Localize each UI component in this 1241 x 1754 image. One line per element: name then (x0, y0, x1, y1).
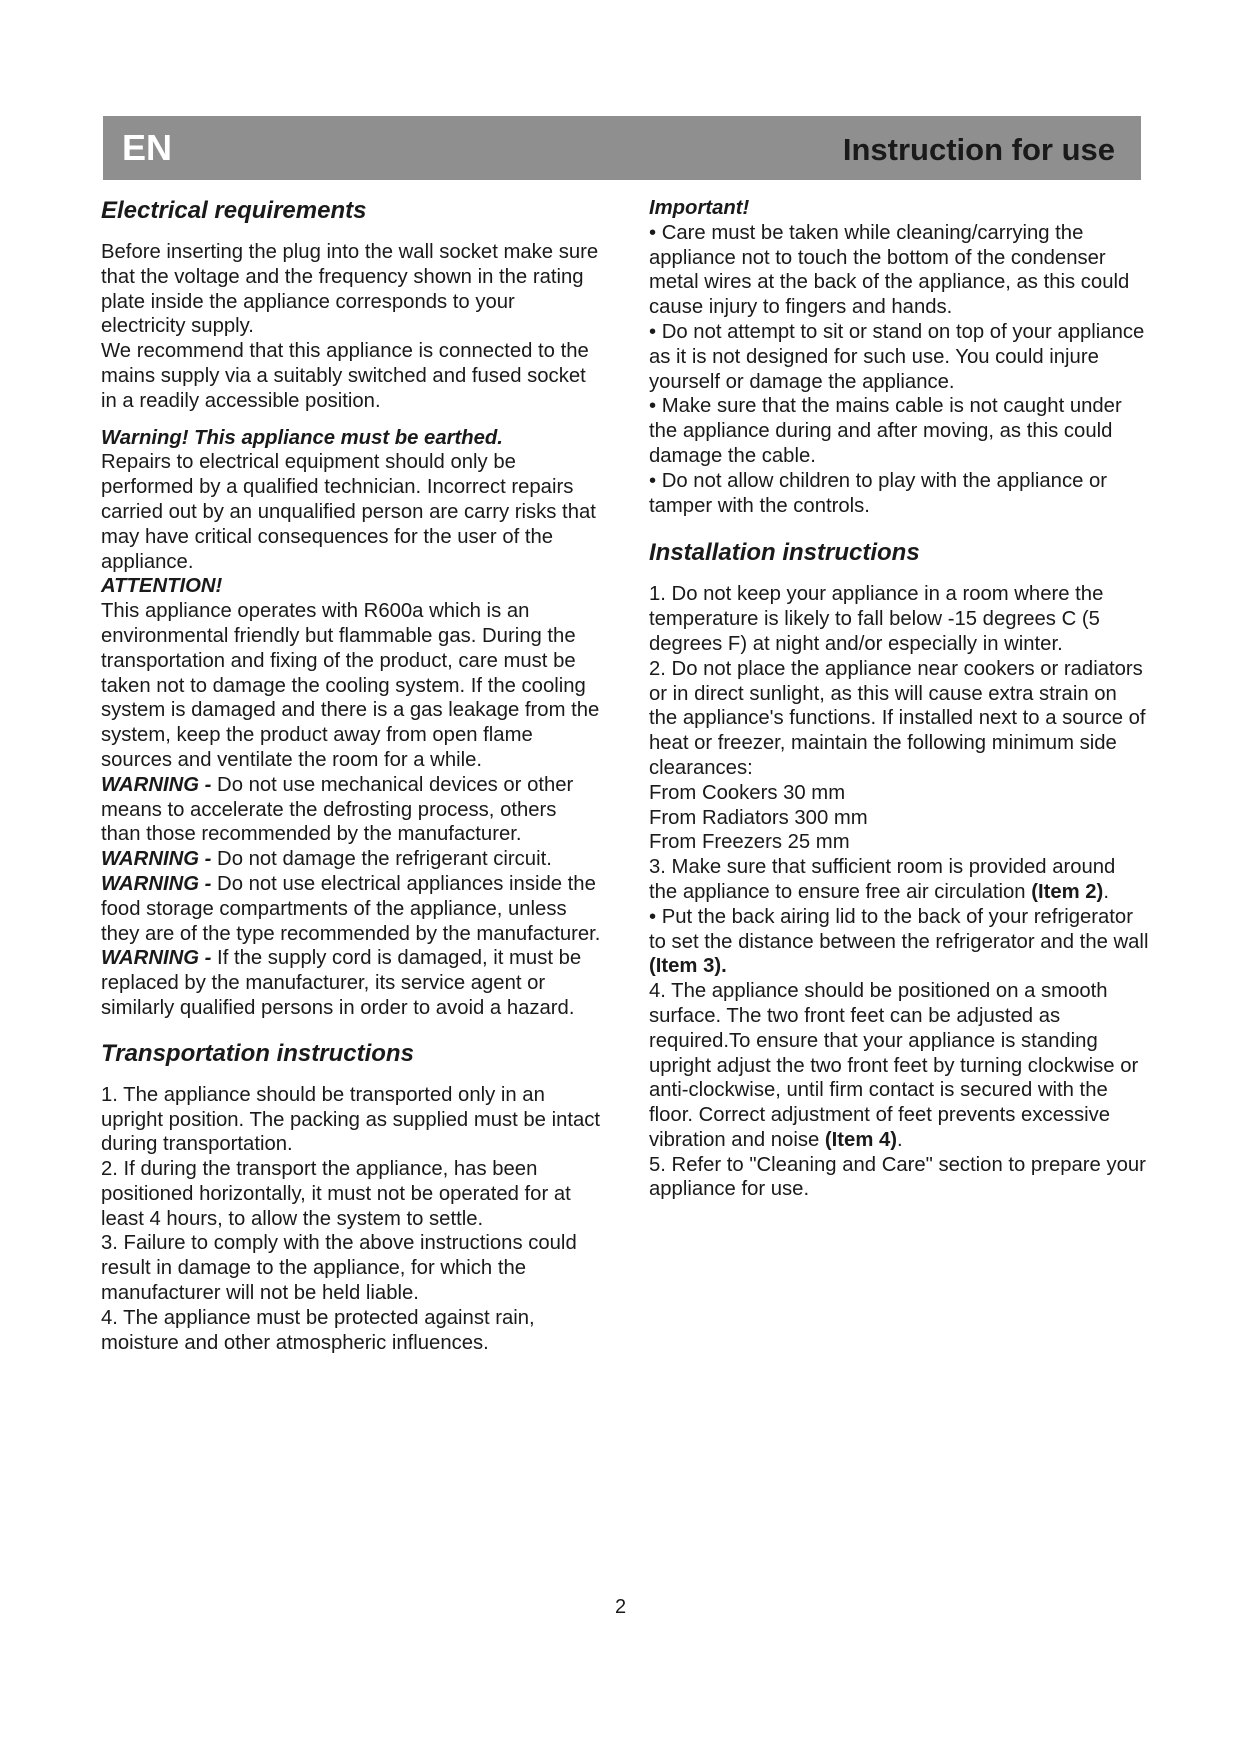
important-bullet-4: • Do not allow children to play with the appliance or tamper with the controls. (649, 469, 1108, 517)
language-code: EN (122, 127, 173, 168)
installation-item-4-end: . (897, 1128, 903, 1151)
clearance-radiators: From Radiators 300 mm (649, 806, 868, 829)
transportation-item-3: 3. Failure to comply with the above instructions could result in damage to the appliance, for which the manufacturer will not be held liable. (101, 1232, 577, 1305)
warning-paragraph-1 (101, 773, 601, 847)
installation-item-4 (649, 979, 1149, 1153)
earthed-warning: Warning! This appliance must be earthed. (101, 426, 503, 449)
clearance-freezers: From Freezers 25 mm (649, 831, 850, 854)
installation-heading: Installation instructions (649, 539, 920, 567)
installation-item-3-text: 3. Make sure that sufficient room is provided around the appliance to ensure free air circulation (649, 856, 1116, 903)
warning-label: WARNING - (101, 848, 212, 871)
airing-lid-bullet (649, 905, 1149, 979)
warning-label: WARNING - (101, 872, 212, 895)
installation-item-3-end: . (1103, 880, 1109, 903)
clearance-cookers: From Cookers 30 mm (649, 781, 846, 804)
important-label: Important! (649, 197, 750, 219)
warning-paragraph-2 (101, 847, 601, 872)
transportation-item-1: 1. The appliance should be transported only in an upright position. The packing as supplied must be intact during transportation. (101, 1083, 601, 1156)
electrical-requirements-heading: Electrical requirements (101, 197, 367, 224)
repairs-paragraph: Repairs to electrical equipment should only be performed by a qualified technician. Incorrect repairs carried out by an unqualified person are carry risks that may have critical consequences for the user of the appliance. (101, 451, 596, 573)
document-title: Instruction for use (842, 132, 1115, 167)
important-bullet-2: • Do not attempt to sit or stand on top of your appliance as it is not designed for such use. You could injure yourself or damage the appliance. (649, 320, 1145, 393)
warning-paragraph-3 (101, 872, 601, 946)
important-bullet-1: • Care must be taken while cleaning/carrying the appliance not to touch the bottom of the condenser metal wires at the back of the appliance, as this could cause injury to fingers and hands. (649, 221, 1130, 319)
page-number: 2 (614, 1596, 627, 1618)
installation-item-5: 5. Refer to "Cleaning and Care" section to prepare your appliance for use. (649, 1153, 1146, 1201)
transportation-heading: Transportation instructions (101, 1039, 414, 1067)
important-bullet-3: • Make sure that the mains cable is not caught under the appliance during and after moving, as this could damage the cable. (649, 395, 1122, 467)
transportation-item-4: 4. The appliance must be protected against rain, moisture and other atmospheric influences. (101, 1306, 535, 1354)
installation-item-4-text: 4. The appliance should be positioned on a smooth surface. The two front feet can be adjusted as required.To ensure that your appliance is standing upright adjust the two front feet by turning clockwise or anti-clockwise, until firm contact is secured with the floor. Correct adjustment of feet prevents excessive vibration and noise (649, 980, 1139, 1151)
installation-item-2: 2. Do not place the appliance near cookers or radiators or in direct sunlight, as this will cause extra strain on the appliance's functions. If installed next to a source of heat or freezer, maintain the following minimum side clearances: (649, 657, 1146, 779)
warning-label: WARNING - (101, 773, 212, 796)
left-column (101, 196, 601, 1355)
electrical-paragraph-1: Before inserting the plug into the wall socket make sure that the voltage and the frequency shown in the rating plate inside the appliance corresponds to your electricity supply. (101, 241, 599, 338)
warning-paragraph-4 (101, 946, 601, 1020)
transportation-item-2: 2. If during the transport the appliance, has been positioned horizontally, it must not be operated for at least 4 hours, to allow the system to settle. (101, 1158, 571, 1230)
installation-item-1: 1. Do not keep your appliance in a room where the temperature is likely to fall below -15 degrees C (5 degrees F) at night and/or especially in winter. (649, 583, 1104, 655)
header-bar (103, 116, 1141, 180)
item-4-reference: (Item 4) (824, 1128, 898, 1151)
attention-label: ATTENTION! (101, 575, 223, 598)
warning-text: Do not use electrical appliances inside the food storage compartments of the appliance, unless they are of the type recommended by the manufacturer. (101, 872, 601, 945)
warning-text: If the supply cord is damaged, it must be replaced by the manufacturer, its service agent or similarly qualified persons in order to avoid a hazard. (101, 947, 582, 1019)
item-2-reference: (Item 2) (1031, 880, 1104, 903)
installation-item-3 (649, 855, 1149, 905)
electrical-paragraph-2: We recommend that this appliance is connected to the mains supply via a suitably switched and fused socket in a readily accessible position. (101, 340, 589, 412)
airing-lid-text: • Put the back airing lid to the back of your refrigerator to set the distance between the refrigerator and the wall (649, 905, 1149, 953)
right-column (649, 196, 1149, 1202)
warning-label: WARNING - (101, 947, 212, 970)
warning-text: Do not use mechanical devices or other means to accelerate the defrosting process, others than those recommended by the manufacturer. (101, 773, 574, 846)
attention-paragraph: This appliance operates with R600a which is an environmental friendly but flammable gas. During the transportation and fixing of the product, care must be taken not to damage the cooling system. If the cooling system is damaged and there is a gas leakage from the system, keep the product away from open flame sources and ventilate the room for a while. (101, 600, 600, 771)
item-3-reference: (Item 3). (649, 955, 727, 978)
warning-text: Do not damage the refrigerant circuit. (211, 848, 552, 871)
